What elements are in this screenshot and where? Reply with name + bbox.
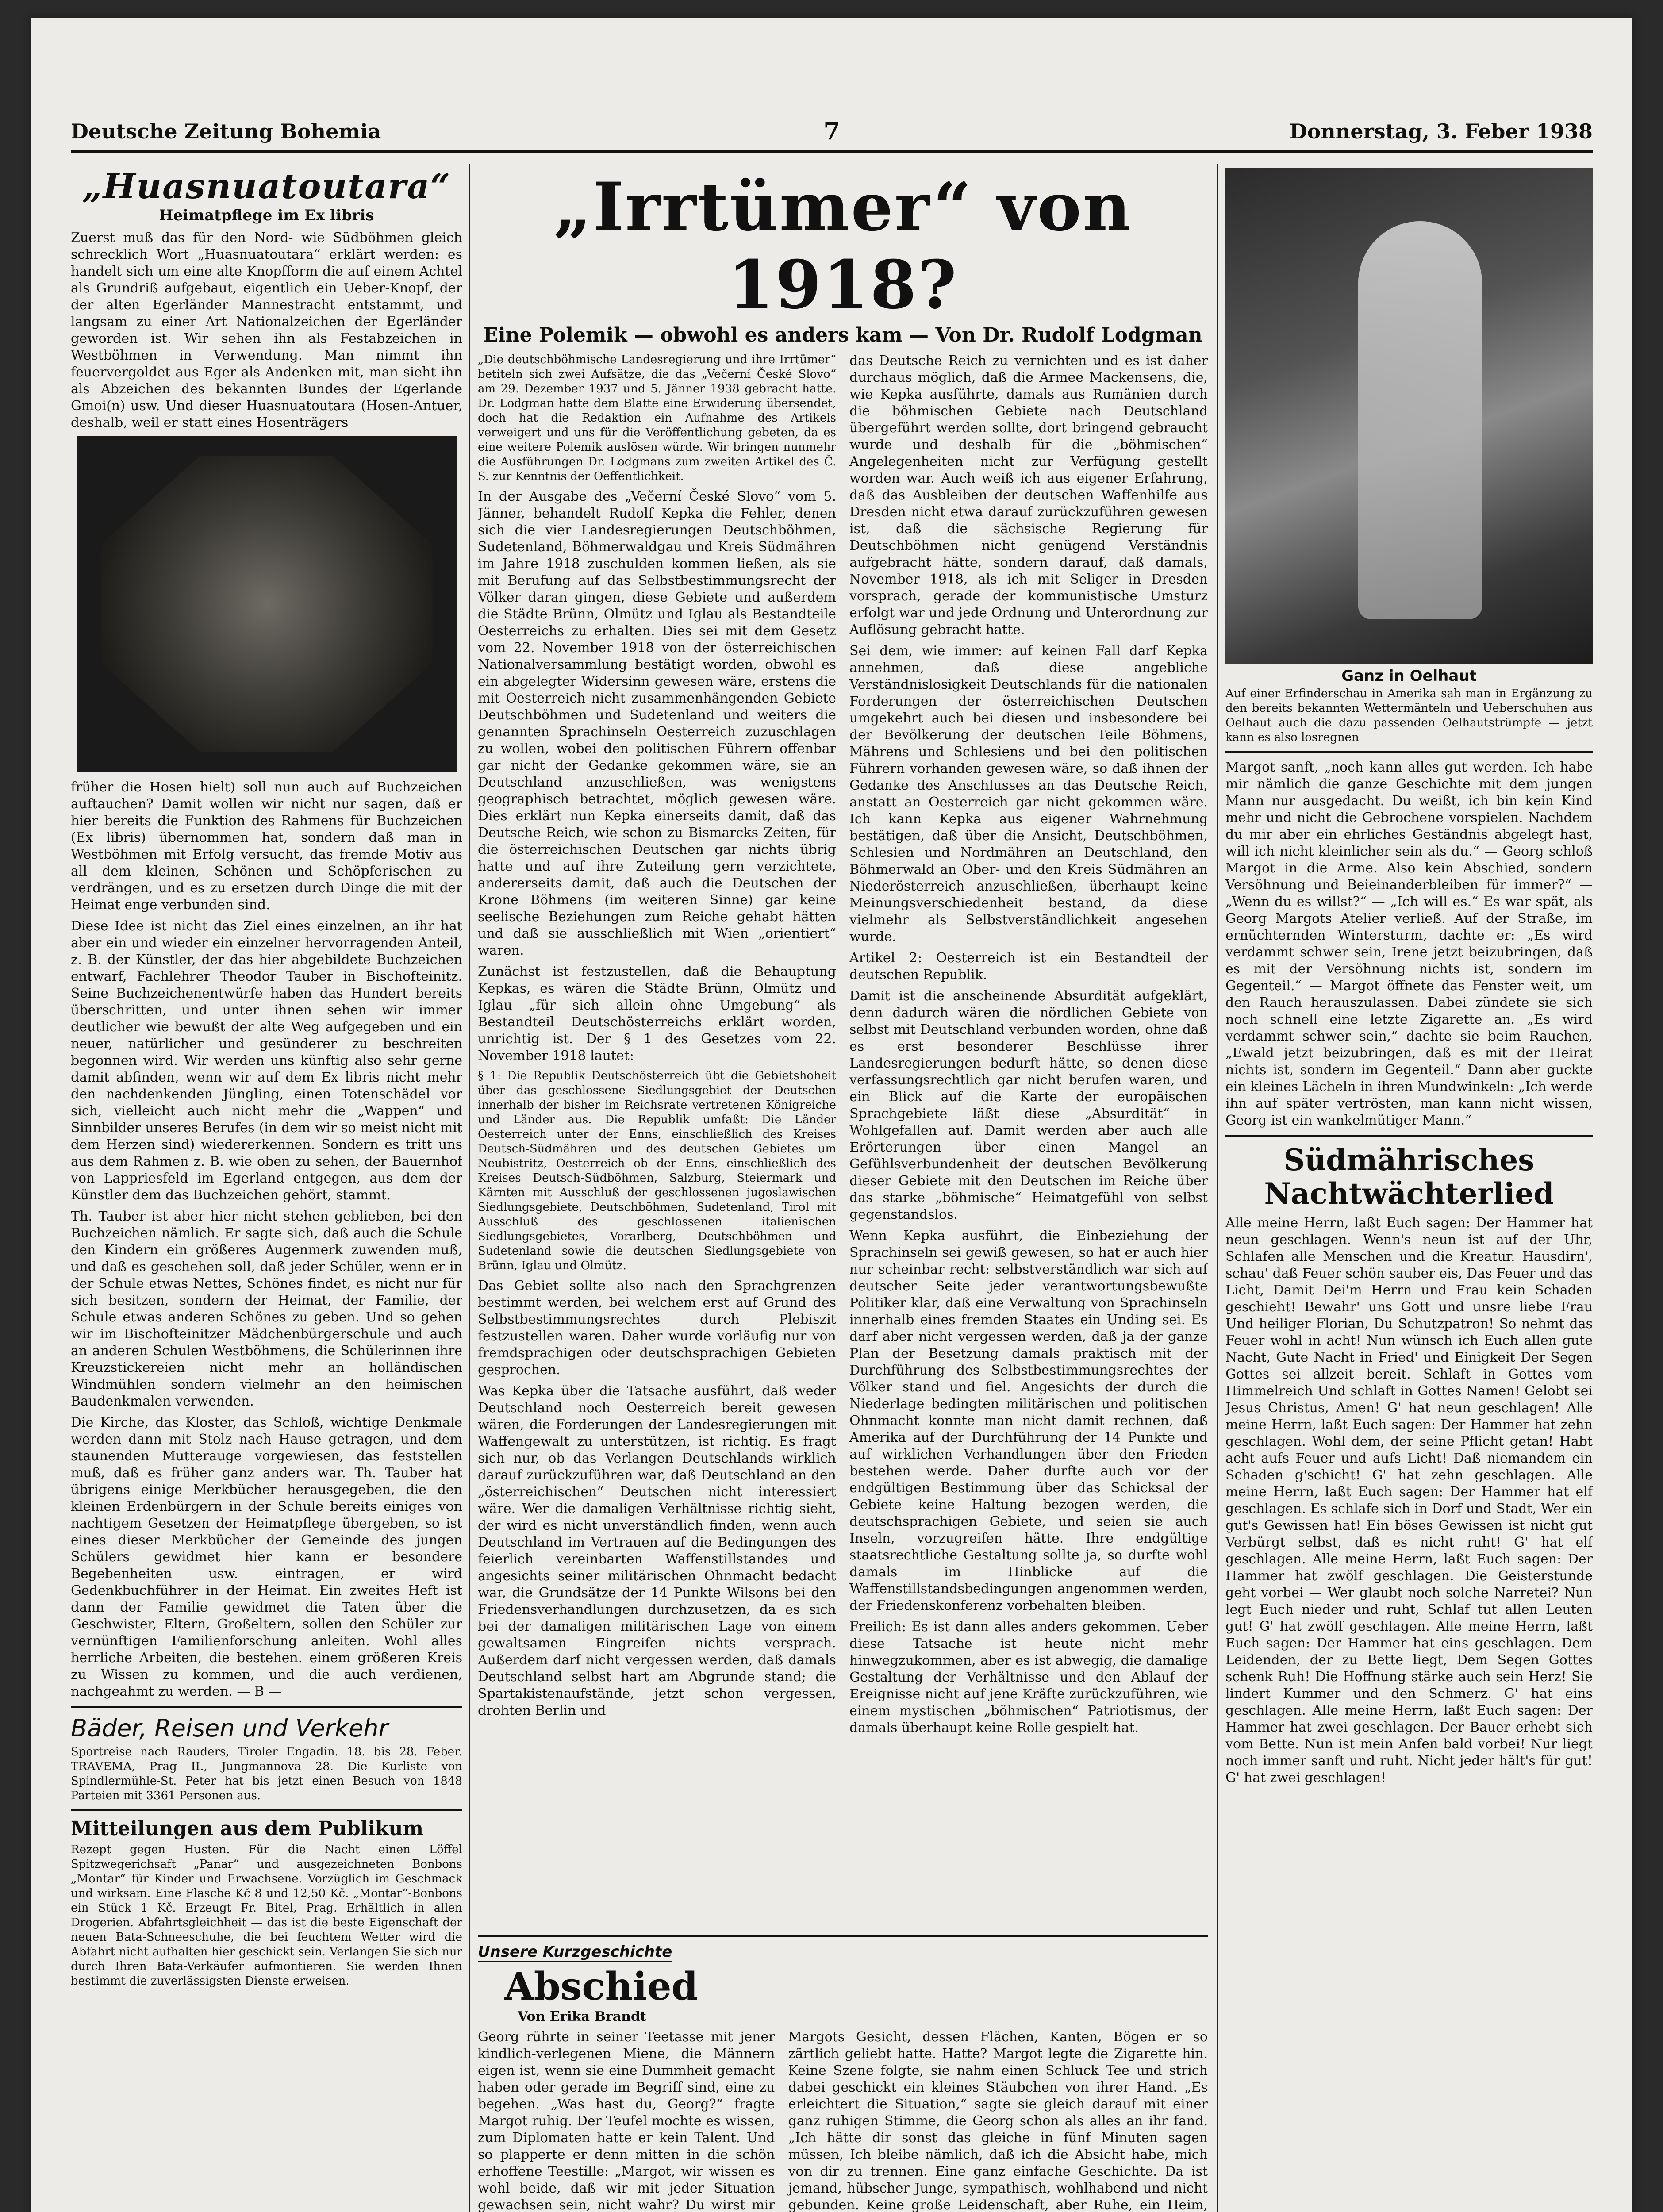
bookplate-octagon	[101, 456, 433, 752]
story-byline: Von Erika Brandt	[518, 2009, 646, 2024]
newspaper-page	[31, 18, 1632, 2212]
article-paragraph: In der Ausgabe des „Večerní České Slovo“ vom 5. Jänner, behandelt Rudolf Kepka die Fehler, denen sich die vier Landesregierungen Deutschböhmen, Sudetenland, Böhmerwaldgau und Kreis Südmähren im Jahre 1918 zuschulden kommen ließen, als sie mit Berufung auf das Selbstbestimmungsrecht der Völker daran gingen, diese Gebiete und außerdem die Städte Brünn, Olmütz und Iglau als Bestandteile Oesterreichs zu erhalten. Dies sei mit dem Gesetz vom 22. November 1918 von der österreichischen Nationalversammlung bestätigt worden, obwohl es ein abgelegter Widersinn gewesen wäre, erstens die mit Oesterreich nicht zusammenhängenden Gebiete Deutschböhmen und Sudetenland und weiters die genannten Sprachinseln Oesterreich zuzuschlagen zu wollen, wobei den politischen Führern offenbar gar nicht der Gedanke gekommen wäre, sie an Deutschland anzuschließen, was wenigstens geographisch betrachtet, möglich gewesen wäre. Dies erklärt nun Kepka einerseits damit, daß das Deutsche Reich, wie schon zu Bismarcks Zeiten, für die österreichischen Deutschen gar nichts übrig hatte und auf ihre Zuteilung gern verzichtete, andererseits damit, daß auch die Deutschen der Krone Böhmens (im weiteren Sinne) gar keine seelische Beziehungen zum Reiche gehabt hätten und daß sie ausschließlich mit Wien „orientiert“ waren.	[478, 489, 836, 958]
main-headline: „Irrtümer“ von 1918?	[553, 168, 1133, 324]
article-paragraph: Freilich: Es ist dann alles anders gekommen. Ueber diese Tatsache ist heute nicht mehr hinwegzukommen, aber es ist abwegig, die damalige Gestaltung der Verhältnisse und den Ablauf der Ereignisse nicht auf jene Kräfte zurückzuführen, wie einem mystischen „böhmischen“ Patriotismus, der damals überhaupt keine Rolle gespielt hat.	[849, 1619, 1208, 1736]
bookplate-image	[77, 436, 457, 772]
article-paragraph: früher die Hosen hielt) soll nun auch auf Buchzeichen auftauchen? Damit wollen wir nicht nur sagen, daß er hier bereits die Funktion des Rahmens für Buchzeichen (Ex libris) übernommen hat, sondern daß man in Westböhmen mit Erfolg versucht, das fremde Motiv aus all dem kleinen, Schönen und Schöpferischen zu verdrängen, und es zu ersetzen durch Dinge die mit der Heimat enge verbunden sind.	[71, 780, 462, 913]
main-body-right	[849, 353, 1208, 1741]
article-paragraph: Das Gebiet sollte also nach den Sprachgrenzen bestimmt werden, bei welchem erst auf Grund des Selbstbestimmungsrechtes durch Plebiszit festzustellen waren. Daher wurde vorläufig nur von fremdsprachigen oder deutschsprachigen Gebieten gesprochen.	[478, 1278, 836, 1378]
page-number: 7	[823, 117, 840, 145]
page-header	[71, 115, 1593, 153]
article-subtitle: Heimatpflege im Ex libris	[159, 207, 374, 224]
law-quote: § 1: Die Republik Deutschösterreich übt die Gebietshoheit über das geschlossene Siedlungsgebiet der Deutschen innerhalb der bisher im Reichsrate vertretenen Königreiche und Länder aus. Die Republik umfaßt: Die Länder Oesterreich unter der Enns, einschließlich des Kreises Deutsch-Südmähren und des deutschen Gebietes um Neubistritz, Oesterreich ob der Enns, einschließlich des Kreises Deutsch-Südböhmen, Salzburg, Steiermark und Kärnten mit Ausschluß der geschlossenen jugoslawischen Siedlungsgebiete, Deutschböhmen, Sudetenland, Tirol mit Ausschluß des geschlossenen italienischen Siedlungsgebietes, Vorarlberg, Deutschböhmen und Sudetenland sowie die deutschen Siedlungsgebiete von Brünn, Iglau und Olmütz.	[478, 1069, 836, 1272]
divider	[478, 1935, 1208, 1937]
divider	[71, 1706, 462, 1708]
section-heading: Mitteilungen aus dem Publikum	[71, 1817, 424, 1840]
column-left	[71, 164, 462, 2212]
photo-figure	[1358, 221, 1482, 619]
article-paragraph: Zunächst ist festzustellen, daß die Behauptung Kepkas, es wären die Städte Brünn, Olmütz und Iglau „für sich allein ohne Umgebung“ als Bestandteil Deutschösterreichs erklärt worden, unrichtig ist. Der § 1 des Gesetzes vom 22. November 1918 lautet:	[478, 964, 836, 1064]
ad-text: Rezept gegen Husten. Für die Nacht einen Löffel Spitzwegerichsaft „Panar“ und ausgezeichneten Bonbons „Montar“ für Kinder und Erwachsene. Vorzüglich im Geschmack und wirksam. Eine Flasche Kč 8 und 12,50 Kč. „Montar“-Bonbons ein Stück 1 Kč. Erzeugt Fr. Bitel, Prag. Erhältlich in allen Drogerien. Abfahrtsgleichheit — das ist die beste Eigenschaft der neuen Bata-Schneeschuhe, die bei feuchtem Wetter wird die Abfahrt nicht aufhalten hier geschickt sein. Verlangen Sie sich nur durch Ihren Bata-Verkäufer aufmontieren. Sie werden Ihnen bestimmt die zuverlässigsten Dienste erweisen.	[71, 1843, 462, 1988]
article-paragraph: Diese Idee ist nicht das Ziel eines einzelnen, an ihr hat aber ein und wieder ein einzelner hervorragenden Anteil, z. B. der Künstler, der das hier abgebildete Buchzeichen entwarf, Fachlehrer Theodor Tauber in Bischofteinitz. Seine Buchzeichenentwürfe haben das Hundert bereits überschritten, und unter ihnen sehen wir immer deutlicher wie bewußt der alte Weg aufgegeben und ein neuer, natürlicher und gesünderer zu beschreiten begonnen wird. Wir werden uns künftig also sehr gerne damit abfinden, wenn wir auf dem Ex libris nicht mehr den nachdenkenden Jüngling, einen Totenschädel vor sich, vielleicht auch nicht mehr die „Wappen“ und Sinnbilder unseres Berufes (in dem wir so meist nicht mit dem Herzen sind) wiedererkennen. Sondern es tritt uns aus dem Rahmen z. B. wie oben zu sehen, der Bauernhof von Lappriesfeld im Egerland entgegen, aus dem der Künstler dem das Buchzeichen gehört, stammt.	[71, 918, 462, 1203]
article-paragraph: Sei dem, wie immer: auf keinen Fall darf Kepka annehmen, daß diese angebliche Verständnislosigkeit Deutschlands für die nationalen Forderungen der österreichischen Deutschen umgekehrt auch bei diesen und insbesondere bei der Bevölkerung der deutschen Teile Böhmens, Mährens und Schlesiens und bei den politischen Führern vorhanden gewesen wäre, so daß ihnen der Gedanke des Anschlusses an das Deutsche Reich, anstatt an Oesterreich gar nicht gekommen wäre. Ich kann Kepka aus eigener Wahrnehmung bestätigen, daß über die Ansicht, Deutschböhmen, Schlesien und Nordmähren an Deutschland, den Böhmerwald an Ober- und den Kreis Südmähren an Niederösterreich anzuschließen, überhaupt keine Meinungsverschiedenheit bestand, da diese vielmehr als Selbstverständlichkeit angesehen wurde.	[849, 643, 1208, 945]
editor-note: „Die deutschböhmische Landesregierung und ihre Irrtümer“ betiteln sich zwei Aufsätze, die das „Večerní České Slovo“ am 29. Dezember 1937 und 5. Jänner 1938 gebracht hatte. Dr. Lodgman hatte dem Blatte eine Erwiderung übersendet, doch hat die Redaktion ein Aufnahme des Artikels verweigert und uns für die Veröffentlichung gebeten, da es eine weitere Polemik auslösen würde. Wir bringen nunmehr die Ausführungen Dr. Lodgmans zum zweiten Artikel des Č. S. zur Kenntnis der Oeffentlichkeit.	[478, 353, 836, 483]
story-text: Margots Gesicht, dessen Flächen, Kanten, Bögen er so zärtlich geliebt hatte. Hatte? Margot legte die Zigarette hin. Keine Szene folgte, sie nahm einen Schluck Tee und strich dabei geschickt ein kleines Stäubchen von ihrer Hand. „Es erleichtert die Situation,“ sagte sie gleich darauf mit einer ganz ruhigen Stimme, die Georg schon als alles an ihr fand. „Ich hätte dir sonst das gleiche in fünf Minuten sagen müssen, Ich bleibe nämlich, daß ich die Absicht habe, mich von dir zu trennen. Eine ganz einfache Geschichte. Da ist jemand, hübscher Junge, sympathisch, wohlhabend und nicht gebunden. Keine große Leidenschaft, aber Ruhe, ein Heim,	[788, 2029, 1208, 2212]
section-label: Unsere Kurzgeschichte	[478, 1943, 672, 1962]
article-paragraph: Die Kirche, das Kloster, das Schloß, wichtige Denkmale werden dann mit Stolz nach Hause getragen, und dem staunenden Mutterauge vorgewiesen, das feststellen muß, daß es früher ganz anders war. Th. Tauber hat übrigens einige Merkbücher herausgegeben, die den kleinen Erdenbürgern in der Schule bereits einiges von nachtigem Gesetzen der Heimatpflege übergeben, so ist eines dieser Merkbücher der Gemeinde des jungen Schülers gewidmet hier kann er besondere Begebenheiten usw. eintragen, er wird Gedenkbuchführer in der Heimat. Ein zweites Heft ist dann der Familie gewidmet die Taten über die Geschwister, Eltern, Großeltern, sollen den Schüler zur vernünftigen Familienforschung anleiten. Wohl alles herrliche Arbeiten, die bestehen. einem größeren Kreis zu Wissen zu kommen, und die auch verdienen, nachgeahmt zu werden. — B —	[71, 1415, 462, 1699]
masthead: Deutsche Zeitung Bohemia	[71, 119, 381, 143]
poem-text: Alle meine Herrn, laßt Euch sagen: Der Hammer hat neun geschlagen. Wenn's neun ist auf der Uhr, Schlafen alle Menschen und die Kreatur. Hausdirn', schau' daß Feuer schön sauber eis, Das Feuer und das Licht, Damit Dei'm Herrn und Frau kein Schaden geschieht! Bewahr' uns Gott und unsre liebe Frau Und heiliger Florian, Du Schutzpatron! So nehmt das Feuer wohl in acht! Nun wünsch ich Euch allen gute Nacht, Gute Nacht in Fried' und Einigkeit Der Segen Gottes sei allzeit bereit. Schlaft in Gottes vom Himmelreich Und schlaft in Gottes Namen! Gelobt sei Jesus Christus, Amen! G' hat neun geschlagen! Alle meine Herrn, laßt Euch sagen: Der Hammer hat zehn geschlagen. Wohl dem, der seine Pflicht getan! Habt acht aufs Feuer und aufs Licht! Daß niemandem ein Schaden g'schicht! G' hat zehn geschlagen. Alle meine Herrn, laßt Euch sagen: Der Hammer hat elf geschlagen. Es schlafe sich in Dorf und Stadt, Wer ein gut's Gewissen hat! Ein böses Gewissen ist nicht gut Verbürgt selbst, daß es nicht ruht! G' hat elf geschlagen. Alle meine Herrn, laßt Euch sagen: Der Hammer hat zwölf geschlagen. Die Geisterstunde geht vorbei — Wer glaubt noch solche Narretei? Nun legt Euch nieder und ruht, Schlaf tut allen Leuten gut! G' hat zwölf geschlagen. Alle meine Herrn, laßt Euch sagen: Der Hammer hat eins geschlagen. Dem Leidenden, der zu Bette liegt, Dem Segen Gottes schenk Ruh! Die Hoffnung stärke auch sein Herz! Sie lindert Kummer und den Schmerz. G' hat eins geschlagen. Alle meine Herrn, laßt Euch sagen: Der Hammer hat zwei geschlagen. Der Bauer erhebt sich vom Bette. Nun ist mein Anfen bald vorbei! Nur liegt noch immer sanft und ruht. Nicht jeder hält's für gut! G' hat zwei geschlagen!	[1225, 1215, 1593, 1786]
divider	[1225, 1135, 1593, 1137]
main-body	[478, 353, 1208, 1741]
article-paragraph: Zuerst muß das für den Nord- wie Südböhmen gleich schrecklich Wort „Huasnuatoutara“ erklärt werden: es handelt sich um eine alte Knopfform die auf einem Achtel als Grundriß aufgebaut, eigentlich ein Ueber-Knopf, der der alten Egerländer Mannestracht entstammt, und langsam zu einer Art Nationalzeichen der Egerländer geworden ist. Wir sehen ihn als Festabzeichen in Westböhmen in Verwendung. Man nimmt ihn feuervergoldet aus Eger als Andenken mit, man sieht ihn als Abzeichen des bekannten Bundes der Egerlande Gmoi(n) usw. Und dieser Huasnuatoutara (Hosen-Antuer, deshalb, weil er statt eines Hosenträgers	[71, 230, 462, 430]
main-body-left	[478, 353, 836, 1741]
story-body	[478, 2029, 1208, 2212]
section-heading: Bäder, Reisen und Verkehr	[71, 1714, 388, 1742]
article-paragraph: Wenn Kepka ausführt, die Einbeziehung der Sprachinseln sei gewiß gewesen, so hat er auch hier nur scheinbar recht: selbstverständlich war sich auf deutscher Seite jeder verantwortungsbewußte Politiker klar, daß eine Verwaltung von Sprachinseln innerhalb eines fremden Staates ein Unding sei. Es darf aber nicht vergessen werden, daß ja der ganze Plan der Besetzung damals praktisch mit der Durchführung des Selbstbestimmungsrechtes der Völker stand und fiel. Angesichts der durch die Niederlage bedingten militärischen und politischen Ohnmacht konnte man nicht damit rechnen, daß Amerika auf der Durchführung der 14 Punkte und auf wirklichen Verhandlungen über den Frieden bestehen werde. Daher durfte auch vor der endgültigen Bestimmung über das Schicksal der Gebiete keine Haltung bezogen werden, die deutschsprachigen Gebiete, und seien sie auch Inseln, vorzugreifen hätte. Ihre endgültige staatsrechtliche Gestaltung sollte ja, so durfte wohl damals im Hinblicke auf die Waffenstillstandsbedingungen angenommen werden, der Friedenskonferenz vorbehalten bleiben.	[849, 1228, 1208, 1613]
column-rule	[1217, 164, 1218, 2212]
article-paragraph: Was Kepka über die Tatsache ausführt, daß weder Deutschland noch Oesterreich bereit gewesen wären, die Forderungen der Landesregierungen mit Waffengewalt zu unterstützen, ist richtig. Es fragt sich nur, ob das Verlangen Deutschlands wirklich darauf zurückzuführen war, daß Deutschland an den „österreichischen“ Deutschen nicht interessiert wäre. Wer die damaligen Verhältnisse richtig sieht, der wird es nicht unverständlich finden, wenn auch Deutschland im Vertrauen auf die Bedingungen des feierlich vereinbarten Waffenstillstandes und angesichts seiner militärischen Ohnmacht bedacht war, die Grundsätze der 14 Punkte Wilsons bei den Friedensverhandlungen durchzusetzen, da es sich bei der damaligen militärischen Lage von einem gewaltsamen Eingreifen nichts versprach. Außerdem darf nicht vergessen werden, daß damals Deutschland selbst hart am Abgrunde stand; die Spartakistenaufstände, jetzt schon vergessen, drohten Berlin und	[478, 1383, 836, 1718]
short-story	[478, 1929, 1208, 2212]
photo-caption: Auf einer Erfinderschau in Amerika sah man in Ergänzung zu den bereits bekannten Wettermänteln und Ueberschuhen aus Oelhaut auch die dazu passenden Oelhautstrümpfe — jetzt kann es also losregnen	[1225, 687, 1593, 744]
main-subheadline: Eine Polemik — obwohl es anders kam — Von Dr. Rudolf Lodgman	[483, 324, 1202, 346]
photo-caption-title: Ganz in Oelhaut	[1341, 667, 1477, 685]
story-title: Abschied	[504, 1964, 698, 2009]
article-paragraph: Damit ist die anscheinende Absurdität aufgeklärt, denn dadurch wären die nördlichen Gebiete von selbst mit Deutschland verbunden worden, ohne daß es erst besonderer Beschlüsse ihrer Landesregierungen bedurft hätte, so denen diese verfassungsrechtlich gar nicht berufen waren, und ein Blick auf die Karte der europäischen Sprachgebiete läßt diese „Absurdität“ in Wohlgefallen auf. Damit werden aber auch alle Erörterungen über einen Mangel an Gefühlsverbundenheit der deutschen Bevölkerung dieser Gebiete mit den Deutschen im Reiche über das starke „böhmische“ Heimatgefühl von selbst gegenstandslos.	[849, 988, 1208, 1222]
article-paragraph: Artikel 2: Oesterreich ist ein Bestandteil der deutschen Republik.	[849, 950, 1208, 983]
article-paragraph: das Deutsche Reich zu vernichten und es ist daher durchaus möglich, daß die Armee Mackensens, die, wie Kepka ausführte, damals aus Rumänien durch die böhmischen Gebiete nach Deutschland übergeführt werden sollte, dort bringend gebraucht wurde und deshalb für die „böhmischen“ Angelegenheiten nicht zur Verfügung gestellt worden war. Auch weiß ich aus eigener Erfahrung, daß das Ausbleiben der deutschen Waffenhilfe aus Dresden nicht etwa darauf zurückzuführen gewesen ist, daß die sächsische Regierung für Deutschböhmen nicht genügend Verständnis aufgebracht hätte, sondern darauf, daß damals, November 1918, als ich mit Seliger in Dresden vorsprach, gerade der kommunistische Umsturz erfolgt war und jede Ordnung und Unterordnung zur Auflösung gebracht hatte.	[849, 353, 1208, 637]
story-text: Georg rührte in seiner Teetasse mit jener kindlich-verlegenen Miene, die Männern eigen ist, wenn sie eine Dummheit gemacht haben oder gerade im Begriff sind, eine zu begehen. „Was hast du, Georg?“ fragte Margot ruhig. Der Teufel mochte es wissen, zum Diplomaten hatte er kein Talent. Und so plapperte er denn mitten in die schön erhoffene Teestille: „Margot, wir wissen es wohl beide, daß wir mit jeder Situation gewachsen sein, nicht wahr? Du wirst mir	[478, 2029, 775, 2212]
article-paragraph: Th. Tauber ist aber hier nicht stehen geblieben, bei den Buchzeichen nämlich. Er sagte sich, daß auch die Schule den Kindern ein größeres Augenmerk zuwenden muß, und daß es geschehen soll, daß jeder Schüler, wenn er in der Schule etwas Nettes, Schönes findet, es nicht nur für sich besitzen, sondern der Heimat, der Familie, der Schule etwas anderen Schönes zu geben. Und so gehen wir im Bischofteinitzer Mädchenbürgerschule und auch an anderen Schulen Westböhmens, die Schülerinnen ihre Kreuzstickereien nicht mehr an holländischen Windmühlen sondern vielmehr an den heimischen Baudenkmalen verwenden.	[71, 1209, 462, 1409]
article-title: „Huasnuatoutara“	[82, 166, 451, 207]
photo-oilskin	[1225, 168, 1593, 664]
column-right	[1225, 164, 1593, 2212]
story-continuation: Margot sanft, „noch kann alles gut werden. Ich habe mir nämlich die ganze Geschichte mit dem jungen Mann nur ausgedacht. Du weißt, ich bin kein Kind mehr und nicht die Gebrochene vorspielen. Nachdem du mir aber ein ehrliches Geständnis abgelegt hast, will ich nicht kleinlicher sein als du.“ — Georg schloß Margot in die Arme. Also kein Abschied, sondern Versöhnung und Beieinanderbleiben für immer?“ — „Wenn du es willst?“ — „Ich will es.“ Es war spät, als Georg Margots Atelier verließ. Auf der Straße, im ernüchternden Wintersturm, dachte er: „Es wird verdammt schwer sein, Irene jetzt beizubringen, daß es mit der Versöhnung nichts ist, sondern im Gegenteil.“ — Margot öffnete das Fenster weit, um den Rauch herauszulassen. Dabei zündete sie sich noch schnell eine letzte Zigarette an. „Es wird verdammt schwer sein,“ dachte sie beim Rauchen, „Ewald jetzt beizubringen, daß es mit der Heirat nichts ist, sondern im Gegenteil.“ Dann aber guckte ein kleines Lächeln in ihren Mundwinkeln: „Ich werde ihn auf später vertrösten, man kann nicht wissen, Georg ist ein wankelmütiger Mann.“	[1225, 760, 1593, 1128]
issue-date: Donnerstag, 3. Feber 1938	[1289, 119, 1593, 143]
poem-title: Südmährisches Nachtwächterlied	[1264, 1143, 1554, 1211]
column-rule	[469, 164, 470, 2212]
column-main	[478, 164, 1208, 1916]
divider	[1225, 751, 1593, 753]
travel-notice: Sportreise nach Rauders, Tiroler Engadin. 18. bis 28. Feber. TRAVEMA, Prag II., Jungmannova 28. Die Kurliste von Spindlermühle-St. Peter hat bis jetzt einen Besuch von 1848 Parteien mit 3361 Personen aus.	[71, 1745, 462, 1802]
divider	[71, 1809, 462, 1811]
